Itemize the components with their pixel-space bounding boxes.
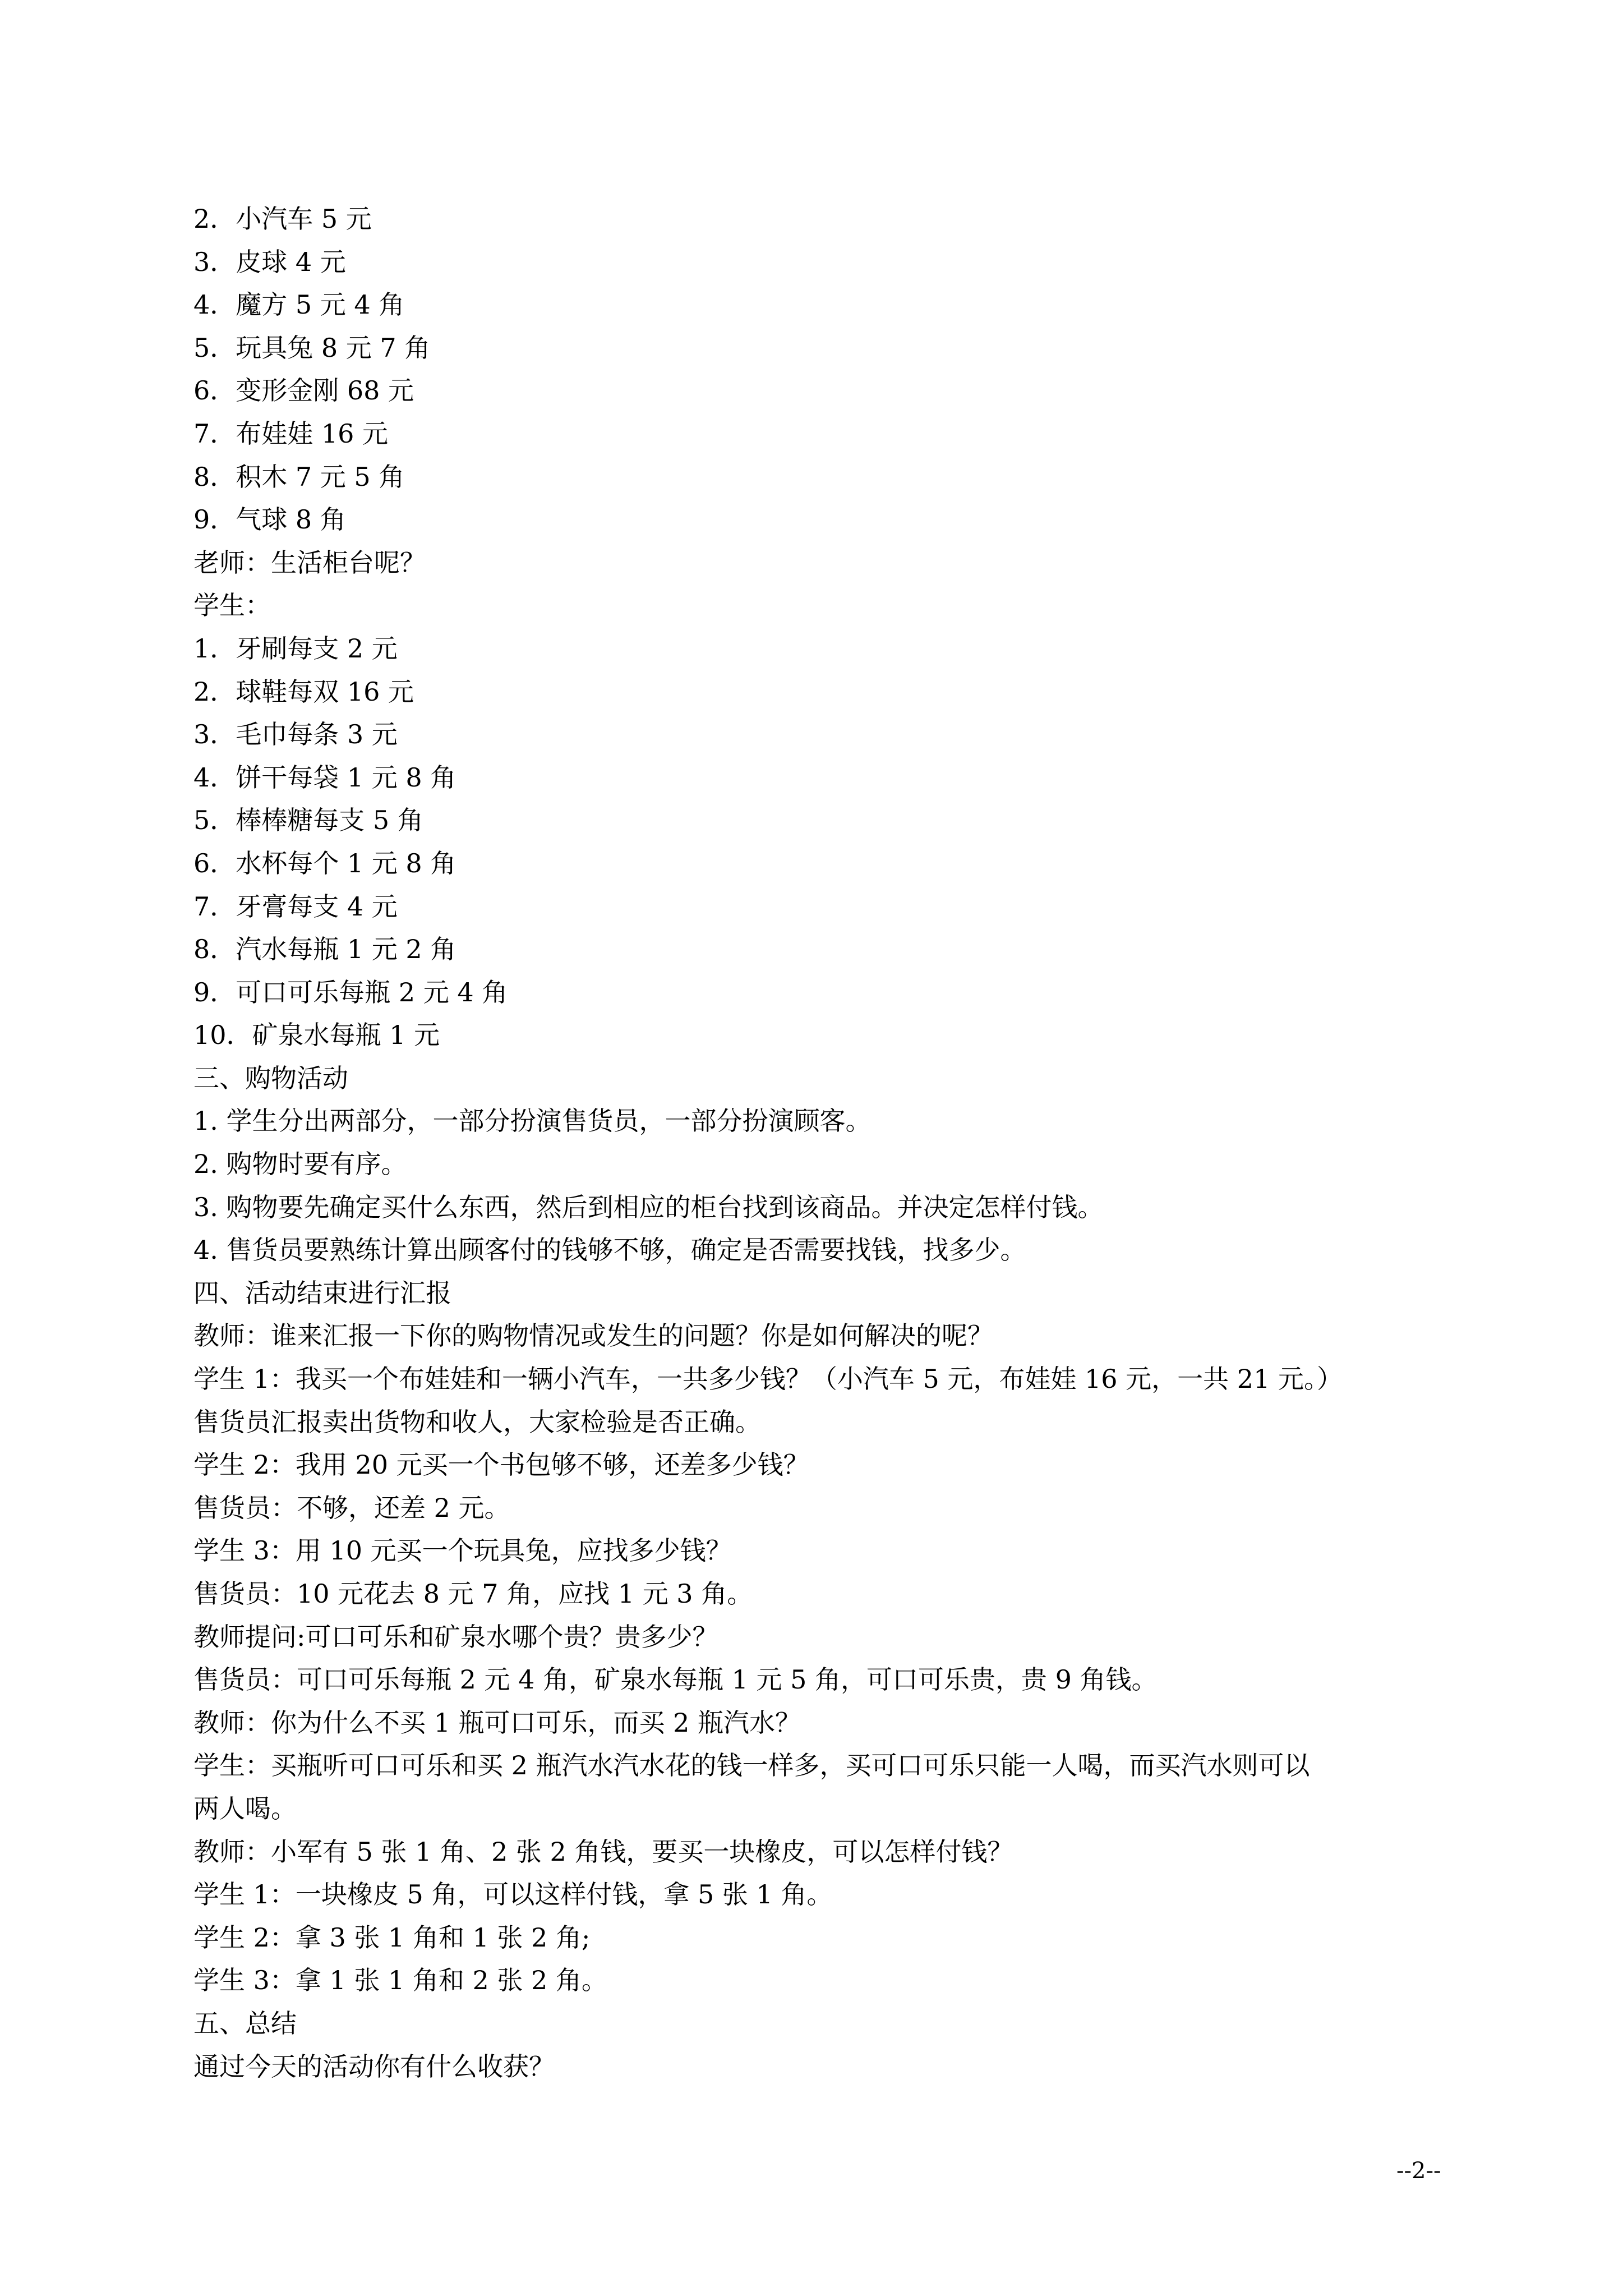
text-line: 学生 3：拿 1 张 1 角和 2 张 2 角。: [193, 1965, 607, 1996]
text-line: 教师提问:可口可乐和矿泉水哪个贵？贵多少？: [193, 1621, 718, 1652]
text-line: 4. 售货员要熟练计算出顾客付的钱够不够，确定是否需要找钱，找多少。: [193, 1235, 1026, 1266]
text-line: 两人喝。: [193, 1793, 297, 1824]
text-line: 学生 1：一块橡皮 5 角，可以这样付钱，拿 5 张 1 角。: [193, 1879, 833, 1910]
text-line: 售货员：不够，还差 2 元。: [193, 1492, 510, 1523]
text-line: 7．牙膏每支 4 元: [193, 891, 398, 922]
text-line: 10．矿泉水每瓶 1 元: [193, 1020, 440, 1051]
text-line: 教师：你为什么不买 1 瓶可口可乐，而买 2 瓶汽水？: [193, 1707, 801, 1738]
text-line: 教师：小军有 5 张 1 角、2 张 2 角钱，要买一块橡皮，可以怎样付钱？: [193, 1836, 1013, 1867]
page-number: --2--: [1396, 2158, 1441, 2184]
text-line: 6．变形金刚 68 元: [193, 375, 414, 406]
text-line: 学生 3：用 10 元买一个玩具兔，应找多少钱？: [193, 1535, 732, 1566]
text-line: 9．可口可乐每瓶 2 元 4 角: [193, 977, 508, 1007]
text-line: 2. 购物时要有序。: [193, 1149, 407, 1180]
text-line: 3．皮球 4 元: [193, 246, 346, 277]
text-line: 8．汽水每瓶 1 元 2 角: [193, 934, 457, 965]
text-line: 售货员：10 元花去 8 元 7 角，应找 1 元 3 角。: [193, 1579, 753, 1609]
text-line: 4．魔方 5 元 4 角: [193, 289, 405, 320]
text-line: 6．水杯每个 1 元 8 角: [193, 848, 457, 878]
text-line: 8．积木 7 元 5 角: [193, 461, 405, 492]
text-line: 4．饼干每袋 1 元 8 角: [193, 762, 457, 793]
text-line: 学生 1：我买一个布娃娃和一辆小汽车，一共多少钱？（小汽车 5 元，布娃娃 16 元，一共 21 元。）: [193, 1364, 1343, 1395]
text-line: 2．小汽车 5 元: [193, 204, 372, 234]
text-line: 9．气球 8 角: [193, 504, 346, 535]
text-line: 学生 2：拿 3 张 1 角和 1 张 2 角;: [193, 1922, 591, 1953]
text-line: 1. 学生分出两部分，一部分扮演售货员，一部分扮演顾客。: [193, 1106, 872, 1137]
section-heading: 三、购物活动: [193, 1062, 348, 1093]
text-line: 1．牙刷每支 2 元: [193, 633, 398, 664]
text-line: 3．毛巾每条 3 元: [193, 719, 398, 750]
text-line: 学生：: [193, 590, 271, 621]
text-line: 学生 2：我用 20 元买一个书包够不够，还差多少钱？: [193, 1450, 809, 1480]
text-line: 学生：买瓶听可口可乐和买 2 瓶汽水汽水花的钱一样多，买可口可乐只能一人喝，而买汽水则可以: [193, 1750, 1310, 1781]
text-line: 7．布娃娃 16 元: [193, 418, 389, 449]
text-line: 教师：谁来汇报一下你的购物情况或发生的问题？你是如何解决的呢？: [193, 1320, 993, 1351]
text-line: 5．棒棒糖每支 5 角: [193, 805, 423, 836]
text-line: 通过今天的活动你有什么收获？: [193, 2051, 555, 2082]
document-body: [193, 197, 1461, 2088]
section-heading: 四、活动结束进行汇报: [193, 1277, 451, 1308]
text-line: 老师：生活柜台呢？: [193, 547, 426, 578]
section-heading: 五、总结: [193, 2008, 297, 2039]
text-line: 3. 购物要先确定买什么东西，然后到相应的柜台找到该商品。并决定怎样付钱。: [193, 1191, 1104, 1222]
text-line: 售货员：可口可乐每瓶 2 元 4 角，矿泉水每瓶 1 元 5 角，可口可乐贵，贵 9 角钱。: [193, 1664, 1158, 1695]
text-line: 5．玩具兔 8 元 7 角: [193, 332, 431, 363]
text-line: 2．球鞋每双 16 元: [193, 676, 414, 707]
text-line: 售货员汇报卖出货物和收人，大家检验是否正确。: [193, 1406, 761, 1437]
